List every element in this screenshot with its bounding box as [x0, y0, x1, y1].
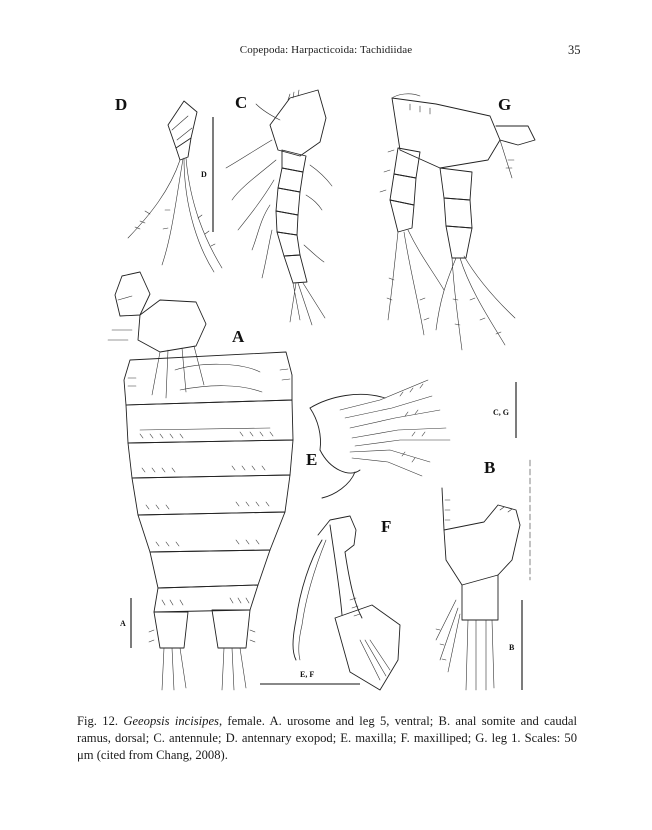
- caption-text: , female. A. urosome and leg 5, ventral; B. anal somite and caudal ramus, dorsal; C. antennule; D. antennary exopod; E. maxilla; F. maxilliped; G. leg 1. Scales: 50 μm (cited from Chang, 2008).: [77, 714, 578, 762]
- page-number: 35: [568, 43, 581, 57]
- scale-label-a: A: [120, 619, 126, 628]
- scale-label-b: B: [509, 643, 515, 652]
- panel-label-b: B: [484, 458, 496, 477]
- panel-label-e: E: [306, 450, 318, 469]
- drawing-c-antennule: [226, 90, 332, 325]
- panel-label-g: G: [498, 95, 512, 114]
- scale-label-cg: C, G: [493, 408, 509, 417]
- running-head: Copepoda: Harpacticoida: Tachidiidae: [239, 44, 413, 56]
- species-name: Geeopsis incisipes: [123, 714, 219, 728]
- drawing-e-maxilla: [310, 380, 450, 498]
- scale-label-d: D: [201, 170, 207, 179]
- figure-number: Fig. 12.: [77, 714, 119, 728]
- scale-label-ef: E, F: [300, 670, 315, 679]
- drawing-b-anal-somite-caudal-ramus: [436, 460, 530, 690]
- panel-label-c: C: [235, 93, 248, 112]
- drawing-g-leg-1: [380, 94, 535, 350]
- figure-caption: [77, 713, 577, 764]
- drawing-d-antennary-exopod: [128, 101, 222, 272]
- panel-label-d: D: [115, 95, 128, 114]
- drawing-a-urosome-leg5: [108, 272, 293, 690]
- panel-label-a: A: [232, 327, 245, 346]
- drawing-f-maxilliped: [293, 516, 400, 690]
- panel-label-f: F: [381, 517, 392, 536]
